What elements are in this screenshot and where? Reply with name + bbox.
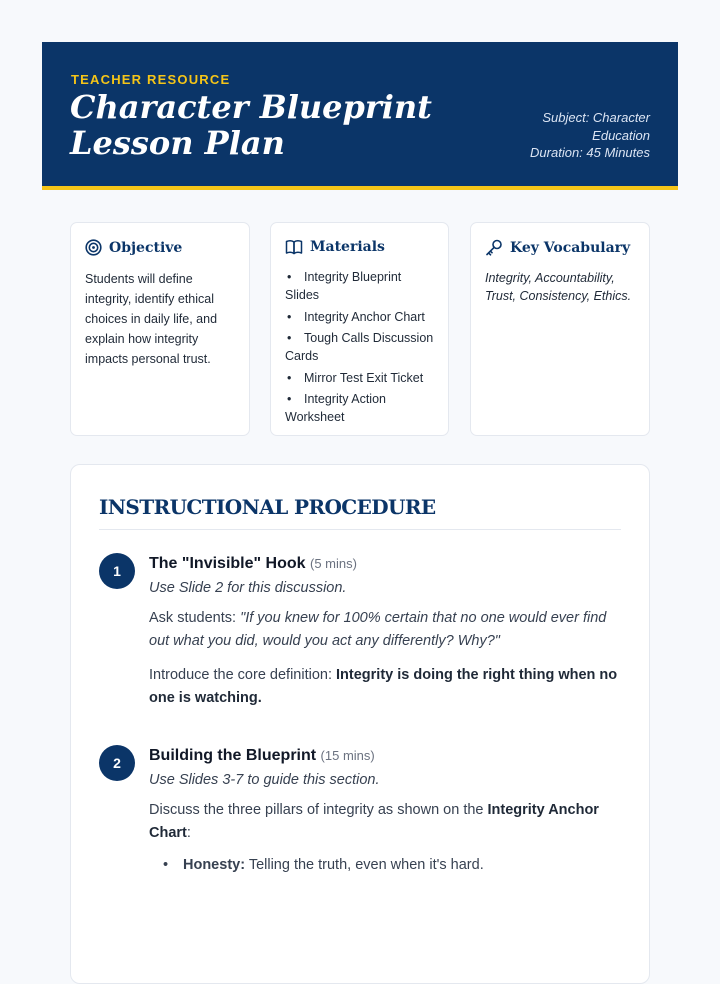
procedure-panel — [70, 464, 650, 984]
step-paragraph — [149, 664, 624, 710]
lesson-header — [42, 42, 678, 190]
step-paragraph — [149, 799, 624, 845]
lesson-meta — [500, 109, 650, 162]
list-item: • Integrity Anchor Chart — [285, 308, 434, 326]
key-icon — [485, 239, 503, 256]
eyebrow-label: TEACHER RESOURCE — [71, 72, 231, 87]
vocabulary-card — [470, 222, 650, 436]
step-title: The "Invisible" Hook — [149, 555, 306, 572]
list-item: • Mirror Test Exit Ticket — [285, 369, 434, 387]
step-1 — [149, 555, 624, 710]
step-note: Use Slide 2 for this discussion. — [149, 580, 347, 596]
step-duration: (5 mins) — [309, 556, 357, 571]
pillar-text: Telling the truth, even when it's hard. — [245, 857, 484, 873]
hook-question: "If you knew for 100% certain that no one would ever find out what you did, would you act any differently? Why?" — [149, 610, 607, 649]
materials-list — [285, 268, 434, 426]
pillars-list — [149, 857, 624, 873]
objective-card — [70, 222, 250, 436]
list-item: • Integrity Blueprint Slides — [285, 268, 434, 304]
step-duration: (15 mins) — [320, 748, 375, 763]
vocabulary-title: Key Vocabulary — [510, 239, 631, 256]
section-title: INSTRUCTIONAL PROCEDURE — [99, 495, 436, 519]
materials-title: Materials — [310, 239, 385, 255]
book-icon — [285, 239, 303, 255]
vocabulary-heading — [485, 239, 635, 256]
objective-text: Students will define integrity, identify ethical choices in daily life, and explain how integrity impacts personal trust. — [85, 272, 218, 366]
step-paragraph — [149, 607, 624, 653]
target-icon — [85, 239, 102, 256]
step-heading — [149, 555, 624, 573]
paragraph-text: : — [186, 825, 191, 841]
section-divider — [99, 529, 621, 530]
list-item: • Integrity Action Worksheet — [285, 390, 434, 426]
subject-label: Subject: Character Education — [542, 110, 650, 143]
step-number: 2 — [99, 745, 135, 781]
step-number: 1 — [99, 553, 135, 589]
anchor-chart-ref: Integrity Anchor Chart — [149, 802, 599, 841]
materials-heading — [285, 239, 434, 255]
step-2 — [149, 747, 624, 873]
objective-heading — [85, 239, 235, 256]
step-title: Building the Blueprint — [149, 747, 317, 764]
paragraph-text: Discuss the three pillars of integrity as shown on the — [149, 802, 488, 818]
list-item: • Tough Calls Discussion Cards — [285, 329, 434, 365]
paragraph-text: Ask students: — [149, 610, 241, 626]
paragraph-text: Introduce the core definition: — [149, 667, 337, 683]
step-heading — [149, 747, 624, 765]
core-definition: Integrity is doing the right thing when no one is watching. — [149, 667, 618, 706]
list-item — [149, 857, 624, 873]
pillar-term: Honesty: — [183, 857, 246, 873]
page-title: Character Blueprint Lesson Plan — [70, 88, 432, 162]
objective-title: Objective — [109, 239, 183, 256]
duration-label: Duration: 45 Minutes — [530, 145, 650, 160]
vocabulary-text: Integrity, Accountability, Trust, Consistency, Ethics. — [485, 271, 632, 303]
step-note: Use Slides 3-7 to guide this section. — [149, 772, 380, 788]
materials-card — [270, 222, 449, 436]
